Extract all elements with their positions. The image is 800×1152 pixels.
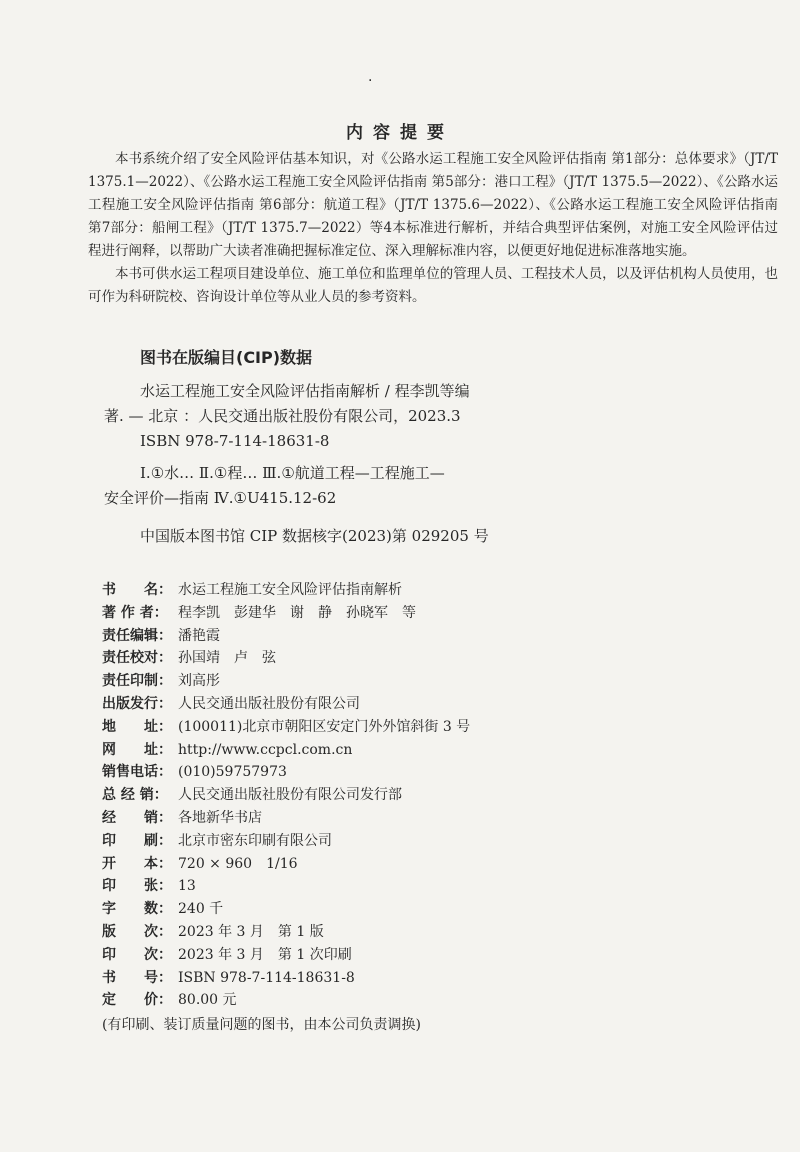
quality-note: (有印刷、装订质量问题的图书，由本公司负责调换) bbox=[102, 1017, 421, 1034]
info-value: http://www.ccpcl.com.cn bbox=[178, 741, 353, 758]
info-label: 版 次： bbox=[102, 923, 172, 940]
info-row bbox=[102, 898, 722, 921]
info-value: 孙国靖 卢 弦 bbox=[178, 650, 276, 667]
info-label: 销售电话： bbox=[102, 764, 172, 781]
info-value: 刘高彤 bbox=[178, 673, 220, 690]
info-value: 北京市密东印刷有限公司 bbox=[178, 832, 332, 849]
info-label: 书 号： bbox=[102, 969, 172, 986]
cip-class-line-1: Ⅰ.①水… Ⅱ.①程… Ⅲ.①航道工程—工程施工— bbox=[140, 464, 445, 482]
info-label: 定 价： bbox=[102, 992, 172, 1009]
info-value: 人民交通出版社股份有限公司发行部 bbox=[178, 787, 402, 804]
info-value: 2023 年 3 月 第 1 次印刷 bbox=[178, 946, 352, 963]
info-row bbox=[102, 761, 722, 784]
info-label: 地 址： bbox=[102, 718, 172, 735]
info-label: 著 作 者： bbox=[102, 604, 168, 621]
info-label: 经 销： bbox=[102, 809, 172, 826]
summary-title: 内容提要 bbox=[346, 123, 454, 143]
info-value: 720 × 960 1/16 bbox=[178, 855, 298, 872]
cip-classification bbox=[104, 461, 624, 511]
info-value: 2023 年 3 月 第 1 版 bbox=[178, 923, 324, 940]
info-row bbox=[102, 830, 722, 853]
info-row bbox=[102, 807, 722, 830]
info-label: 开 本： bbox=[102, 855, 172, 872]
cip-record bbox=[104, 379, 624, 454]
info-label: 责任校对： bbox=[102, 650, 172, 667]
info-row bbox=[102, 625, 722, 648]
decorative-dot: · bbox=[368, 73, 373, 89]
info-row bbox=[102, 670, 722, 693]
info-row bbox=[102, 853, 722, 876]
cip-heading: 图书在版编目(CIP)数据 bbox=[140, 348, 313, 367]
cip-publisher-line: 著. — 北京 ：人民交通出版社股份有限公司，2023.3 bbox=[104, 407, 461, 425]
info-row bbox=[102, 602, 722, 625]
info-value: 13 bbox=[178, 878, 196, 895]
info-row bbox=[102, 693, 722, 716]
cip-number-line: 中国版本图书馆 CIP 数据核字(2023)第 029205 号 bbox=[140, 527, 489, 545]
info-label: 印 次： bbox=[102, 946, 172, 963]
info-row bbox=[102, 784, 722, 807]
info-label: 责任编辑： bbox=[102, 627, 172, 644]
info-value: (010)59757973 bbox=[178, 764, 287, 781]
info-value: 程李凯 彭建华 谢 静 孙晓军 等 bbox=[178, 604, 416, 621]
book-info-list bbox=[102, 579, 722, 1037]
info-label: 字 数： bbox=[102, 901, 172, 918]
summary-body bbox=[88, 148, 778, 309]
info-row bbox=[102, 579, 722, 602]
info-value: 水运工程施工安全风险评估指南解析 bbox=[178, 582, 402, 598]
info-label: 印 张： bbox=[102, 878, 172, 895]
cip-title-line: 水运工程施工安全风险评估指南解析 / 程李凯等编 bbox=[140, 382, 470, 400]
info-value: 80.00 元 bbox=[178, 992, 237, 1009]
cip-isbn-line: ISBN 978-7-114-18631-8 bbox=[140, 432, 330, 450]
info-label: 印 刷： bbox=[102, 832, 172, 849]
info-label: 书 名： bbox=[102, 582, 172, 598]
info-value: 潘艳霞 bbox=[178, 627, 220, 644]
info-label: 出版发行： bbox=[102, 695, 172, 712]
cip-number bbox=[104, 524, 624, 549]
info-label: 责任印制： bbox=[102, 673, 172, 690]
summary-paragraph-2: 本书可供水运工程项目建设单位、施工单位和监理单位的管理人员、工程技术人员，以及评估机构人员使用，也可作为科研院校、咨询设计单位等从业人员的参考资料。 bbox=[88, 266, 778, 305]
info-value: 各地新华书店 bbox=[178, 809, 262, 826]
info-label: 网 址： bbox=[102, 741, 172, 758]
info-row bbox=[102, 716, 722, 739]
info-row bbox=[102, 989, 722, 1012]
cip-class-line-2: 安全评价—指南 Ⅳ.①U415.12-62 bbox=[104, 489, 337, 507]
summary-paragraph-1: 本书系统介绍了安全风险评估基本知识，对《公路水运工程施工安全风险评估指南 第1部分：总体要求》（JT/T 1375.1—2022）、《公路水运工程施工安全风险评估指南 第5部分：港口工程》（JT/T 1375.5—2022）、《公路水运工程施工安全风险评估指南 第6部分：航道工程》（JT/T 1375.6—2022）、《公路水运工程施工安全风险评估指南 第7部分：船闸工程》（JT/T 1375.7—2022）等4本标准进行解析，并结合典型评估案例，对施工安全风险评估过程进行阐释，以帮助广大读者准确把握标准定位、深入理解标准内容，以便更好地促进标准落地实施。 bbox=[88, 151, 778, 259]
info-row bbox=[102, 944, 722, 967]
info-value: 人民交通出版社股份有限公司 bbox=[178, 695, 360, 712]
info-row bbox=[102, 739, 722, 762]
info-value: 240 千 bbox=[178, 901, 224, 918]
info-row bbox=[102, 921, 722, 944]
info-value: (100011)北京市朝阳区安定门外外馆斜街 3 号 bbox=[178, 718, 471, 735]
info-row bbox=[102, 967, 722, 990]
info-label: 总 经 销： bbox=[102, 787, 168, 804]
info-row bbox=[102, 647, 722, 670]
info-row bbox=[102, 875, 722, 898]
info-value: ISBN 978-7-114-18631-8 bbox=[178, 969, 355, 986]
